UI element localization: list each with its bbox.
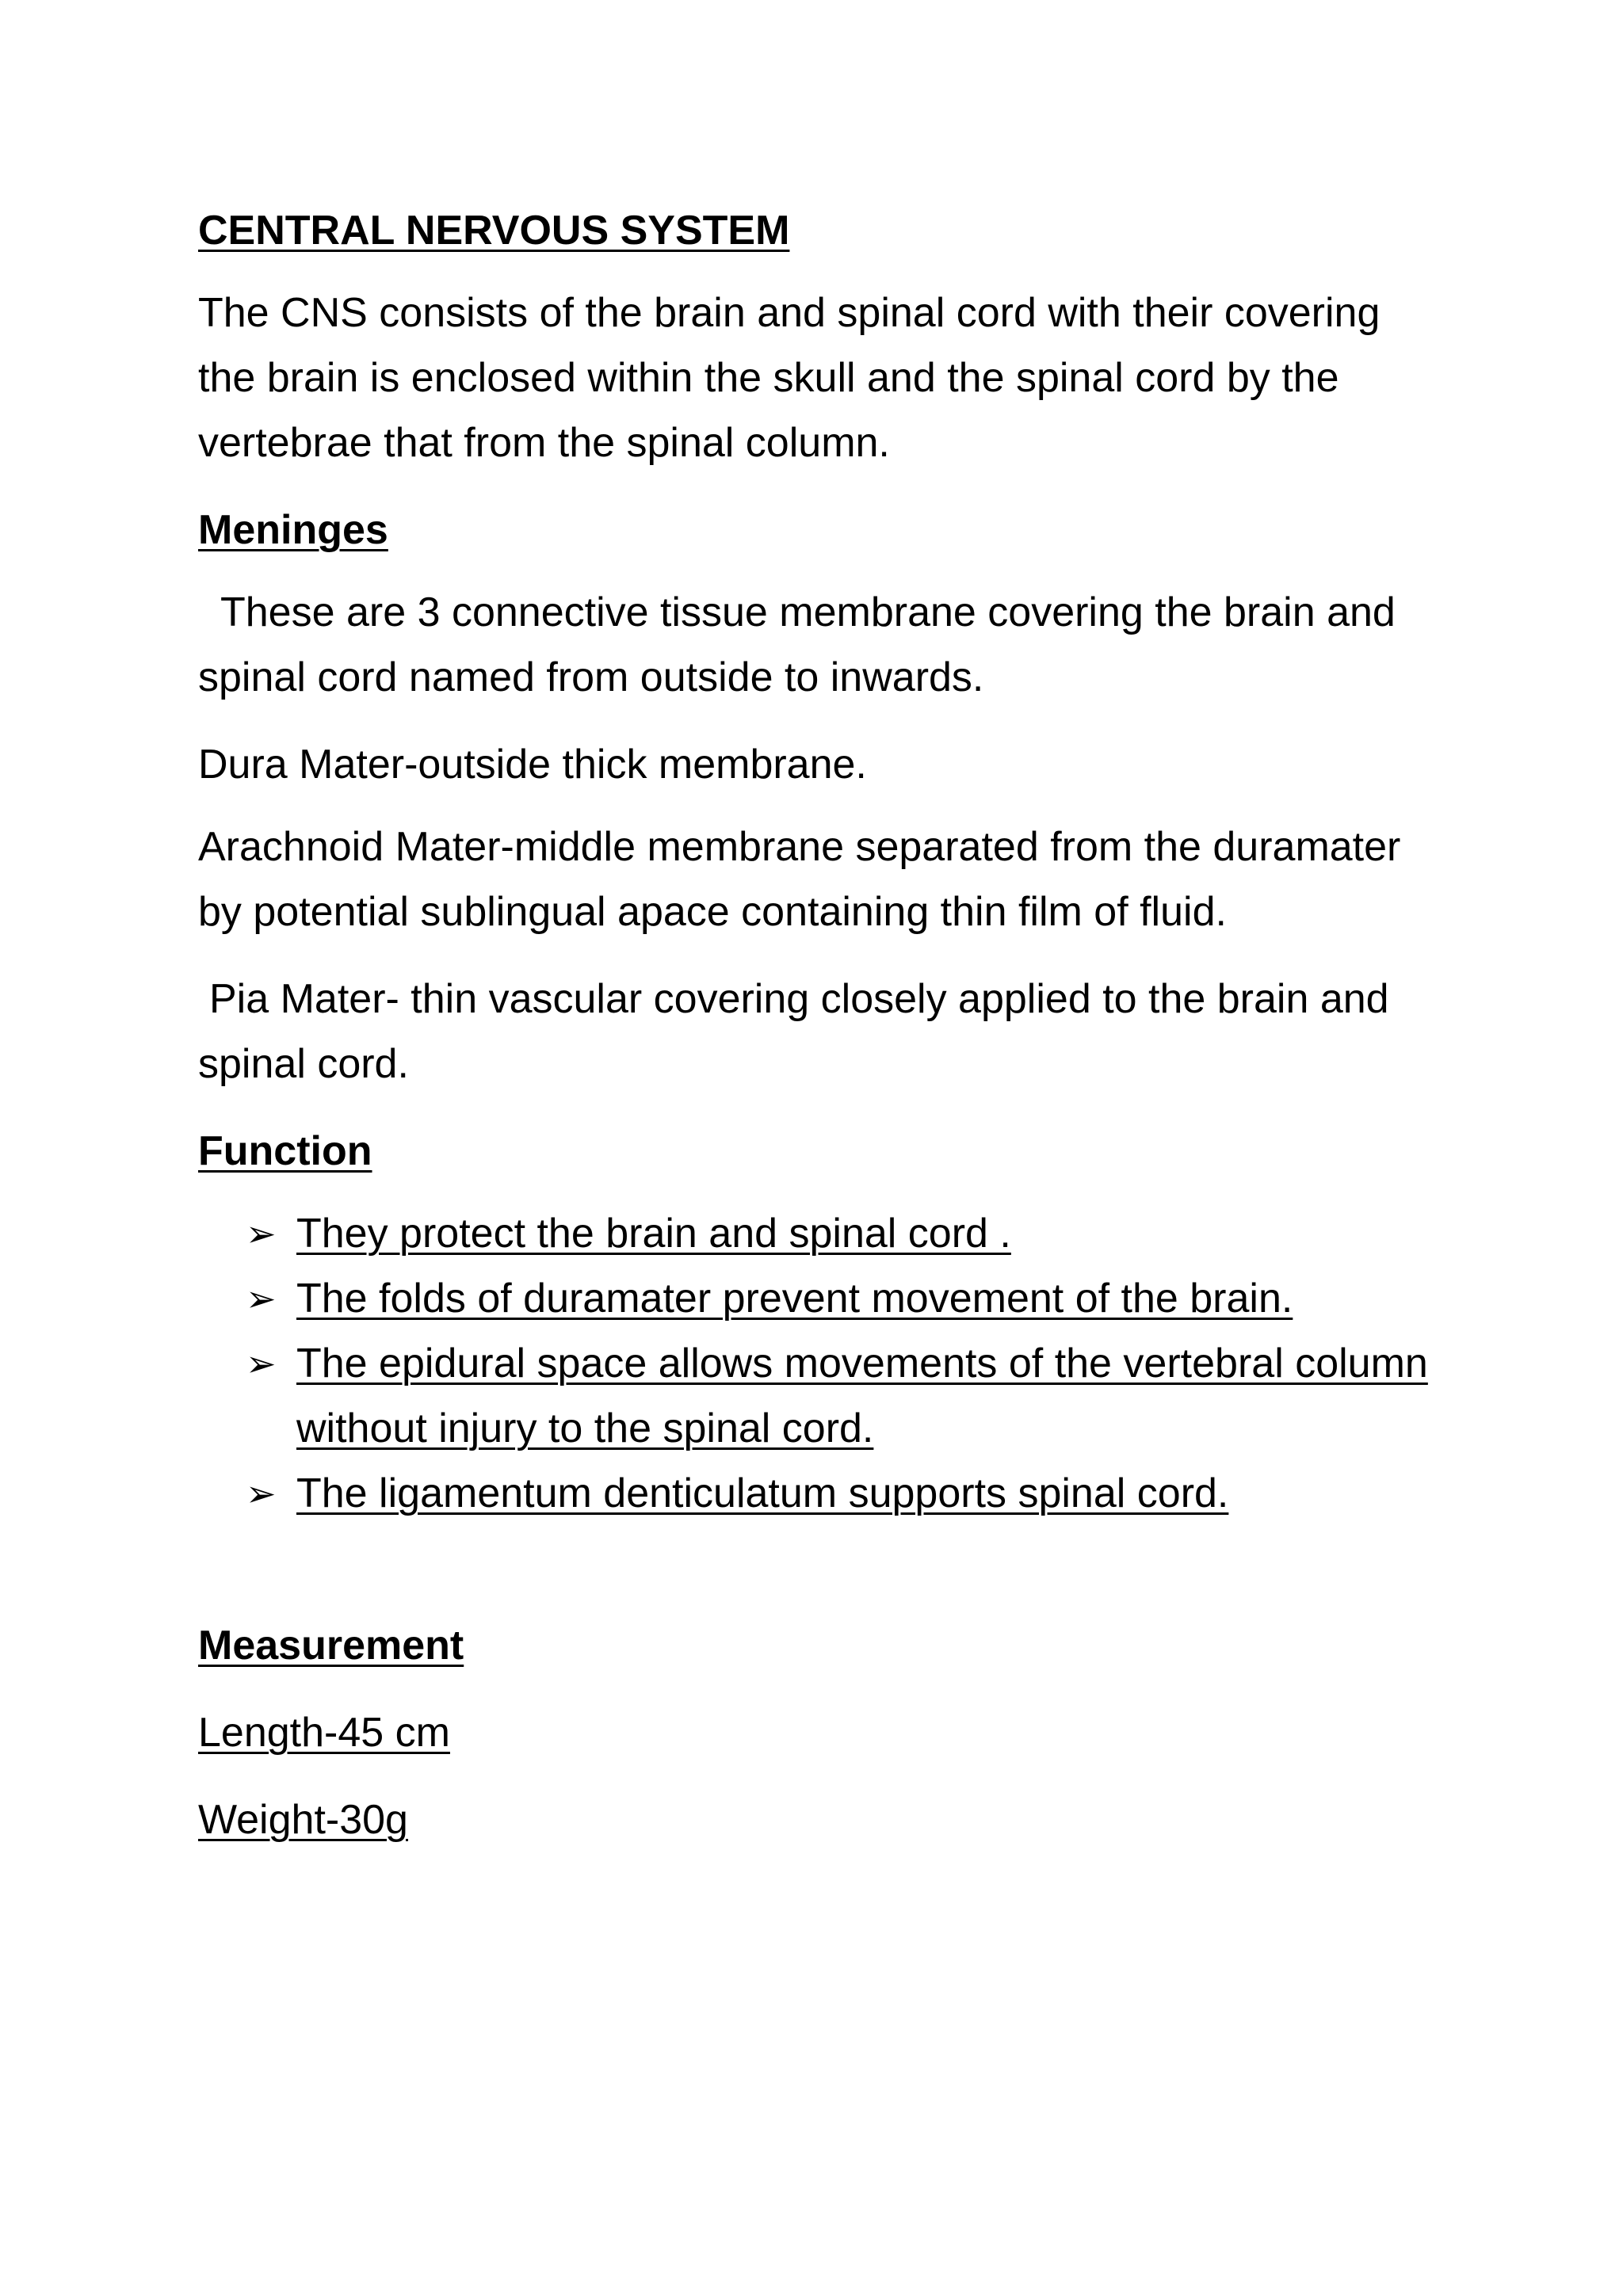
arrow-bullet-icon: ➢ [246,1343,277,1384]
list-item [246,1266,1434,1331]
weight-text: Weight-30g [198,1797,408,1843]
function-item-text: The epidural space allows movements of the vertebral column without injury to the spinal cord. [296,1341,1428,1451]
dura-mater-text: Dura Mater-outside thick membrane. [198,742,867,788]
arachnoid-mater-text: Arachnoid Mater-middle membrane separated from the duramater by potential sublingual apace containing thin film of fluid. [198,824,1401,935]
length-text: Length-45 cm [198,1710,450,1756]
function-item-text: The ligamentum denticulatum supports spinal cord. [296,1470,1229,1516]
function-heading: Function [198,1128,372,1174]
intro-paragraph: The CNS consists of the brain and spinal cord with their covering the brain is enclosed within the skull and the spinal cord by the vertebrae that from the spinal column. [198,290,1381,466]
arrow-bullet-icon: ➢ [246,1278,277,1319]
page-title: CENTRAL NERVOUS SYSTEM [198,208,790,254]
function-list [198,1201,1434,1526]
list-item [246,1461,1434,1526]
list-item [246,1331,1434,1461]
measurement-heading: Measurement [198,1623,464,1669]
arrow-bullet-icon: ➢ [246,1213,277,1254]
weight-measurement [198,1787,1434,1852]
function-item-text: The folds of duramater prevent movement of the brain. [296,1276,1293,1322]
document-content [198,198,1434,1852]
arrow-bullet-icon: ➢ [246,1473,277,1514]
length-measurement [198,1700,1434,1765]
function-item-text: They protect the brain and spinal cord . [296,1211,1011,1257]
meninges-description [198,580,1434,710]
list-item [246,1201,1434,1266]
meninges-heading: Meninges [198,507,388,553]
pia-mater-text: Pia Mater- thin vascular covering closely applied to the brain and spinal cord. [198,976,1389,1087]
meninges-description-text: These are 3 connective tissue membrane covering the brain and spinal cord named from outside to inwards. [198,589,1396,700]
